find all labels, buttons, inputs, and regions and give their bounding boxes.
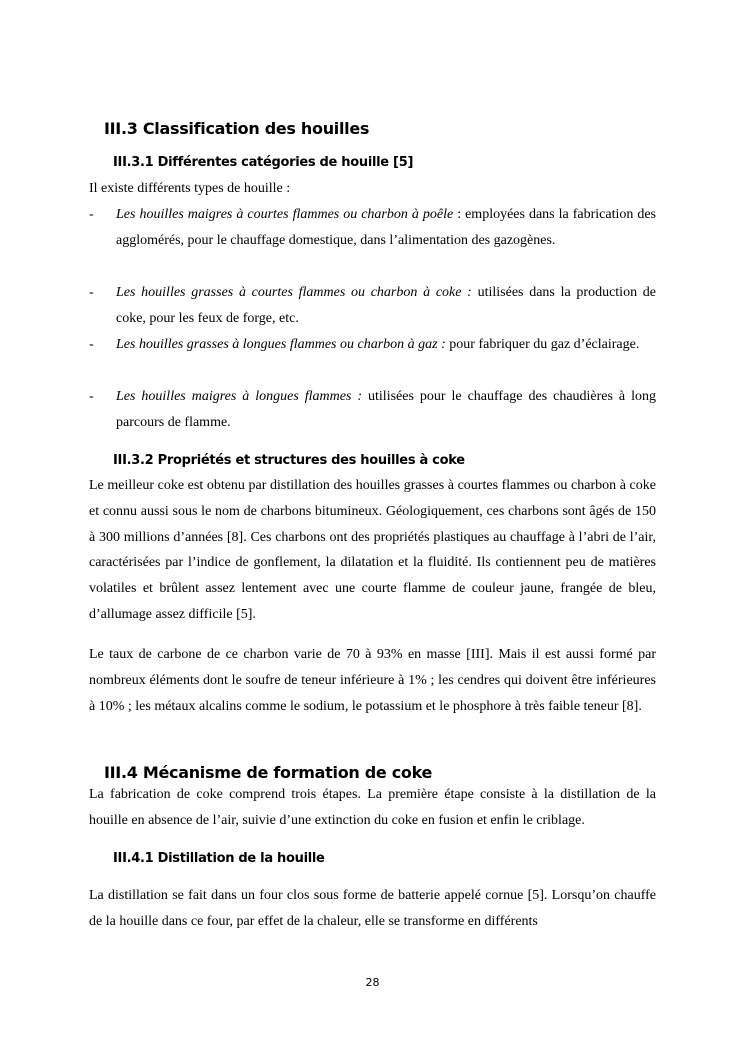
- section-heading-iii-4: III.4 Mécanisme de formation de coke: [104, 763, 433, 782]
- paragraph-coke-fabrication: La fabrication de coke comprend trois étapes. La première étape consiste à la distillation de la houille en absence de l’air, suivie d’une extinction du coke en fusion et enfin le criblage.: [89, 787, 656, 828]
- list-desc: utilisées dans la production de coke, pour les feux de forge, etc.: [116, 285, 656, 326]
- list-dash: -: [89, 389, 94, 404]
- intro-paragraph: Il existe différents types de houille :: [89, 181, 291, 196]
- list-term: Les houilles maigres à longues flammes :: [116, 389, 363, 404]
- paragraph-carbon-content: Le taux de carbone de ce charbon varie de 70 à 93% en masse [III]. Mais il est aussi formé par nombreux éléments dont le soufre de teneur inférieure à 1% ; les cendres qui doivent être inférieures à 10% ; les métaux alcalins comme le sodium, le potassium et le phosphore à très faible teneur [8].: [89, 647, 656, 714]
- list-term: Les houilles grasses à courtes flammes ou charbon à coke :: [116, 285, 472, 300]
- section-heading-iii-3: III.3 Classification des houilles: [104, 119, 370, 138]
- list-desc: employées dans la fabrication des agglomérés, pour le chauffage domestique, dans l’alimentation des gazogènes.: [116, 207, 657, 248]
- page-number: 28: [365, 976, 380, 989]
- list-item: [89, 280, 656, 332]
- list-dash: -: [89, 285, 94, 300]
- list-dash: -: [89, 207, 94, 222]
- list-desc: utilisées pour le chauffage des chaudières à long parcours de flamme.: [116, 389, 657, 430]
- list-term: Les houilles maigres à courtes flammes ou charbon à poêle: [116, 207, 454, 222]
- list-item: [89, 332, 656, 358]
- list-item: [89, 202, 656, 254]
- list-term: Les houilles grasses à longues flammes ou charbon à gaz :: [116, 337, 446, 352]
- paragraph-distillation: La distillation se fait dans un four clos sous forme de batterie appelé cornue [5]. Lorsqu’on chauffe de la houille dans ce four, par effet de la chaleur, elle se transforme en différents: [89, 888, 656, 929]
- paragraph-coke-properties: Le meilleur coke est obtenu par distillation des houilles grasses à courtes flammes ou charbon à coke et connu aussi sous le nom de charbons bitumineux. Géologiquement, ces charbons sont âgés de 150 à 300 millions d’années [8]. Ces charbons ont des propriétés plastiques au chauffage à l’abri de l’air, caractérisées par l’indice de gonflement, la dilatation et la fluidité. Ils contiennent peu de matières volatiles et brûlent assez lentement avec une courte flamme de couleur jaune, frangée de bleu, d’allumage assez difficile [5].: [89, 478, 656, 622]
- list-dash: -: [89, 337, 94, 352]
- list-desc: pour fabriquer du gaz d’éclairage.: [449, 337, 640, 352]
- subsection-heading-iii-3-2: III.3.2 Propriétés et structures des houilles à coke: [113, 453, 465, 468]
- list-item: [89, 384, 656, 436]
- subsection-heading-iii-3-1: III.3.1 Différentes catégories de houille [5]: [113, 155, 414, 170]
- subsection-heading-iii-4-1: III.4.1 Distillation de la houille: [113, 851, 325, 866]
- list-sep: :: [453, 207, 466, 222]
